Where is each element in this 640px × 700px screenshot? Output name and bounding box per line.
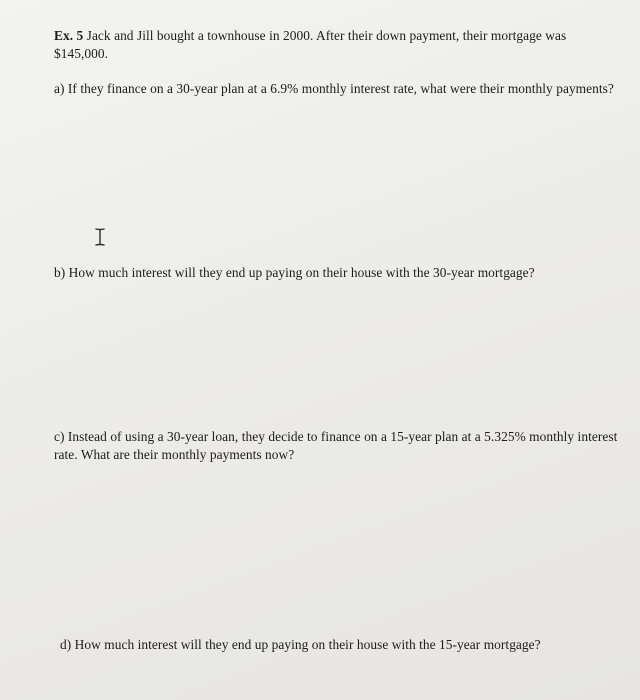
question-c: c) Instead of using a 30-year loan, they decide to finance on a 15-year plan at a 5.325% monthly interest rate. What are their monthly payments now? <box>54 429 618 462</box>
exercise-intro-text: Jack and Jill bought a townhouse in 2000. After their down payment, their mortgage was $145,000. <box>54 28 567 61</box>
exercise-label: Ex. 5 <box>54 28 84 43</box>
question-d: d) How much interest will they end up paying on their house with the 15-year mortgage? <box>60 637 541 652</box>
question-b: b) How much interest will they end up paying on their house with the 30-year mortgage? <box>54 265 535 280</box>
text-cursor-icon <box>94 227 106 247</box>
question-a: a) If they finance on a 30-year plan at a 6.9% monthly interest rate, what were their monthly payments? <box>54 81 614 96</box>
exercise-intro <box>54 27 614 63</box>
